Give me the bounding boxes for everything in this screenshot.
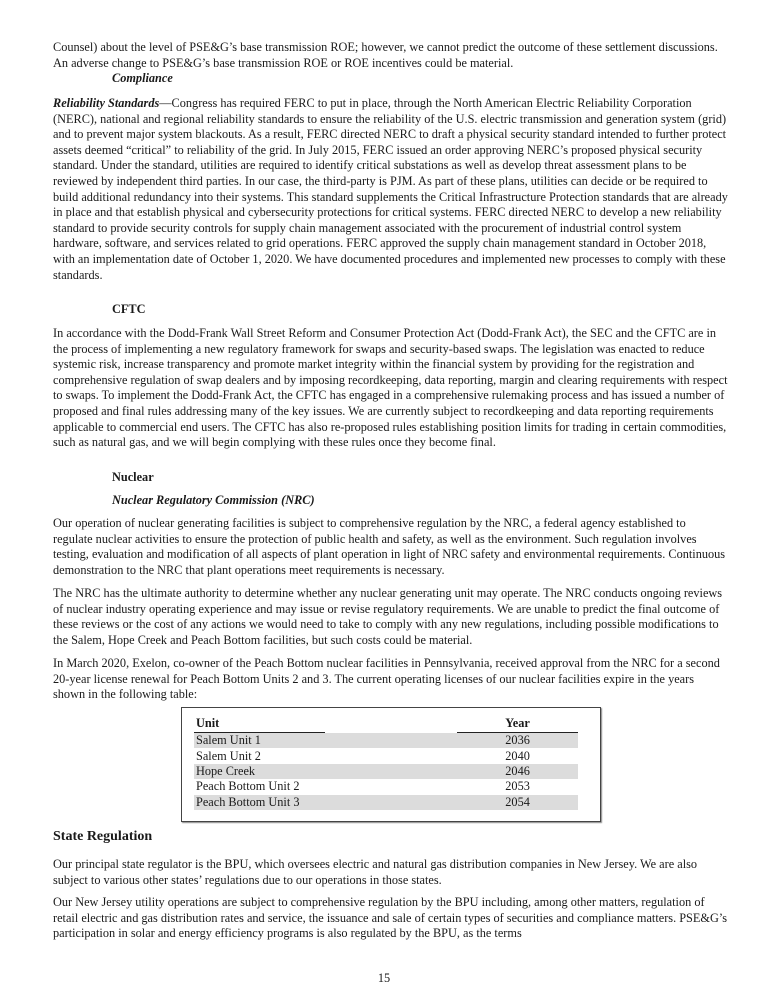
column-header-year: Year: [457, 716, 578, 733]
license-expiration-table-box: [181, 707, 601, 822]
cell-gap: [325, 779, 457, 794]
table-row: [194, 764, 578, 779]
cell-year: 2053: [505, 779, 530, 794]
cell-unit: Peach Bottom Unit 2: [196, 779, 300, 794]
heading-cftc: CFTC: [112, 302, 146, 316]
heading-nrc: Nuclear Regulatory Commission (NRC): [112, 493, 315, 507]
cell-year: 2054: [457, 795, 578, 810]
paragraph-nrc-1: Our operation of nuclear generating facilities is subject to comprehensive regulation by the NRC, a federal agency established to regulate nuclear activities to ensure the protection of public health and safety, as well as the environment. Such regulation involves testing, evaluation and modification of all aspects of plant operation in light of NRC safety and environmental requirements. Continuous demonstration to the NRC that plant operations meet requirements is necessary.: [53, 516, 726, 577]
cell-gap: [325, 795, 457, 810]
table-row: [194, 748, 578, 763]
cell-gap: [325, 748, 457, 763]
cell-year: 2046: [457, 764, 578, 779]
cell-gap: [325, 764, 457, 779]
cell-gap: [325, 733, 457, 749]
heading-state-regulation: State Regulation: [53, 829, 153, 844]
column-gap: [325, 716, 457, 733]
cell-unit: Peach Bottom Unit 3: [194, 795, 325, 810]
table-row: [194, 779, 578, 794]
table-header-row: [194, 716, 578, 733]
paragraph-reliability-standards: [53, 96, 728, 283]
heading-compliance: Compliance: [112, 71, 173, 85]
paragraph-state-1: Our principal state regulator is the BPU, which oversees electric and natural gas distribution companies in New Jersey. We are also subject to various other states’ regulations due to our operations in those states.: [53, 857, 698, 887]
table-row: [194, 795, 578, 810]
paragraph-counsel: Counsel) about the level of PSE&G’s base transmission ROE; however, we cannot predict the outcome of these settlement discussions. An adverse change to PSE&G’s base transmission ROE or ROE incentives could be material.: [53, 40, 718, 70]
page-number: 15: [377, 971, 391, 985]
paragraph-nrc-3: In March 2020, Exelon, co-owner of the Peach Bottom nuclear facilities in Pennsylvania, received approval from the NRC for a second 20-year license renewal for Peach Bottom Units 2 and 3. The current operating licenses of our nuclear facilities expire in the years shown in the following table:: [53, 656, 720, 702]
reliability-standards-body: —Congress has required FERC to put in place, through the North American Electric Reliability Corporation (NERC), national and regional reliability standards to ensure the reliability of the U.S. electric transmission and generation system (grid) and to prevent major system blackouts. As a result, FERC directed NERC to draft a physical security standard intended to further protect assets deemed “critical” to reliability of the grid. In July 2015, FERC issued an order approving NERC’s proposed physical security standard. Under the standard, utilities are required to identify critical substations as well as develop threat assessment plans to be reviewed by independent third parties. In our case, the third-party is PJM. As part of these plans, utilities can decide or be required to build additional redundancy into their systems. This standard supplements the Critical Infrastructure Protection standards that are already in place and that establish physical and cybersecurity protections for critical systems. FERC directed NERC to develop a new reliability standard to provide security controls for supply chain management associated with the procurement of industrial control system hardware, software, and services related to grid operations. FERC approved the supply chain management standard in October 2018, with an implementation date of October 1, 2020. We have documented procedures and implemented new processes to comply with these standards.: [53, 96, 728, 282]
heading-nuclear: Nuclear: [112, 470, 154, 484]
cell-year: 2040: [505, 748, 530, 763]
cell-unit: Salem Unit 2: [196, 748, 261, 763]
cell-unit: Salem Unit 1: [194, 733, 325, 749]
reliability-standards-lead: Reliability Standards: [53, 96, 160, 110]
column-header-unit: Unit: [194, 716, 325, 733]
paragraph-nrc-2: The NRC has the ultimate authority to determine whether any nuclear generating unit may operate. The NRC conducts ongoing reviews of nuclear industry operating experience and may issue or revise regulatory requirements. We are unable to predict the final outcome of these reviews or the cost of any actions we would need to take to comply with any new regulations, including possible modifications to the Salem, Hope Creek and Peach Bottom facilities, but such costs could be material.: [53, 586, 723, 647]
paragraph-cftc: In accordance with the Dodd-Frank Wall Street Reform and Consumer Protection Act (Dodd-Frank Act), the SEC and the CFTC are in the process of implementing a new regulatory framework for swaps and security-based swaps. The legislation was enacted to reduce systemic risk, increase transparency and promote market integrity within the financial system by providing for the registration and comprehensive regulation of swap dealers and by imposing recordkeeping, data reporting, margin and clearing requirements with respect to swaps. To implement the Dodd-Frank Act, the CFTC has engaged in a comprehensive rulemaking process and has issued a number of proposed and final rules addressing many of the key issues. We are currently subject to recordkeeping and data reporting requirements applicable to commercial end users. The CFTC has also re-proposed rules establishing position limits for trading in certain commodities, such as natural gas, and we will begin complying with these rules once they become final.: [53, 326, 728, 450]
license-expiration-table: [194, 716, 578, 810]
cell-unit: Hope Creek: [194, 764, 325, 779]
cell-year: 2036: [457, 733, 578, 749]
table-row: [194, 733, 578, 749]
paragraph-state-2: Our New Jersey utility operations are subject to comprehensive regulation by the BPU including, among other matters, regulation of retail electric and gas distribution rates and service, the issuance and sale of certain types of securities and compliance matters. PSE&G’s participation in solar and energy efficiency programs is also regulated by the BPU, as the terms: [53, 895, 728, 941]
